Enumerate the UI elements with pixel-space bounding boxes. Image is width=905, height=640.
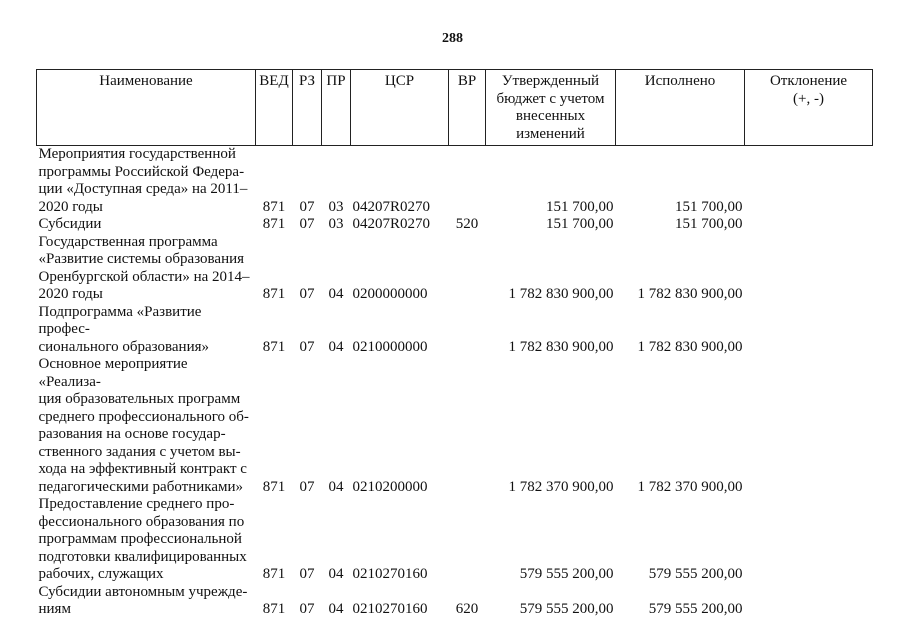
cell-executed: 579 555 200,00 — [648, 566, 743, 582]
header-approved-line: бюджет с учетом — [496, 90, 605, 107]
header-approved-line: внесенных — [515, 108, 586, 124]
cell-rz: 07 — [299, 338, 315, 355]
cell-vr: 520 — [455, 216, 479, 232]
header-deviation-line: (+, -) — [793, 90, 824, 107]
name-line: 2020 годы — [38, 198, 103, 215]
cell-approved: 151 700,00 — [546, 198, 614, 215]
cell-pr: 03 — [328, 198, 344, 215]
name-line: Основное мероприятие «Реализа- — [38, 356, 188, 390]
cell-pr: 03 — [328, 216, 344, 232]
cell-csr: 0210000000 — [352, 338, 428, 355]
name-line: педагогическими работниками» — [38, 478, 243, 495]
cell-ved: 871 — [262, 566, 286, 582]
cell-name — [37, 304, 256, 357]
cell-rz: 07 — [299, 478, 315, 495]
table-row — [37, 304, 873, 357]
cell-ved: 871 — [262, 216, 286, 232]
cell-vr — [449, 234, 486, 304]
name-line: Субсидии — [38, 216, 102, 232]
name-line: Субсидии автономным учрежде- — [38, 583, 248, 600]
name-line: Оренбургской области» на 2014– — [38, 268, 250, 285]
table-row — [37, 146, 873, 217]
header-vr: ВР — [449, 70, 486, 146]
cell-vr: 620 — [455, 601, 479, 617]
header-approved — [486, 70, 616, 146]
cell-deviation — [745, 584, 873, 619]
cell-name — [37, 584, 256, 619]
name-line: среднего профессионального об- — [38, 408, 249, 425]
cell-executed: 1 782 370 900,00 — [637, 478, 743, 495]
cell-ved: 871 — [262, 198, 286, 215]
cell-csr: 0200000000 — [352, 286, 428, 302]
name-line: Подпрограмма «Развитие профес- — [38, 303, 202, 337]
name-line: подготовки квалифицированных — [38, 548, 247, 565]
cell-deviation — [745, 304, 873, 357]
name-line: рабочих, служащих — [38, 566, 164, 582]
cell-executed: 579 555 200,00 — [648, 601, 743, 617]
cell-name — [37, 146, 256, 217]
cell-approved: 579 555 200,00 — [519, 566, 614, 582]
cell-deviation — [745, 146, 873, 217]
cell-rz: 07 — [299, 286, 315, 302]
table-row — [37, 356, 873, 496]
header-csr: ЦСР — [351, 70, 449, 146]
header-name: Наименование — [37, 70, 256, 146]
name-line: программам профессиональной — [38, 531, 242, 547]
cell-approved: 1 782 830 900,00 — [508, 338, 614, 355]
name-line: ция образовательных программ — [38, 391, 241, 407]
cell-pr: 04 — [328, 478, 344, 495]
header-deviation — [745, 70, 873, 146]
table-row — [37, 496, 873, 584]
cell-pr: 04 — [328, 338, 344, 355]
name-line: ниям — [38, 601, 71, 617]
cell-ved: 871 — [262, 478, 286, 495]
cell-executed: 1 782 830 900,00 — [637, 286, 743, 302]
cell-vr — [449, 496, 486, 584]
table-row — [37, 216, 873, 234]
name-line: ции «Доступная среда» на 2011– — [38, 181, 248, 197]
cell-name — [37, 234, 256, 304]
table-header-row — [37, 70, 873, 146]
name-line: фессионального образования по — [38, 513, 245, 530]
cell-executed: 151 700,00 — [675, 198, 743, 215]
cell-csr: 0210200000 — [352, 478, 428, 495]
cell-csr: 0210270160 — [352, 566, 428, 582]
cell-rz: 07 — [299, 198, 315, 215]
cell-vr — [449, 304, 486, 357]
cell-executed: 1 782 830 900,00 — [637, 338, 743, 355]
cell-ved: 871 — [262, 601, 286, 617]
cell-approved: 1 782 830 900,00 — [508, 286, 614, 302]
cell-rz: 07 — [299, 566, 315, 582]
header-ved: ВЕД — [256, 70, 293, 146]
cell-executed: 151 700,00 — [675, 216, 743, 232]
table-row — [37, 584, 873, 619]
header-approved-line: изменений — [516, 125, 585, 142]
cell-approved: 579 555 200,00 — [519, 601, 614, 617]
table-row — [37, 234, 873, 304]
budget-table — [36, 69, 873, 619]
header-approved-line: Утвержденный — [501, 73, 600, 89]
cell-rz: 07 — [299, 216, 315, 232]
name-line: Предоставление среднего про- — [38, 496, 235, 512]
cell-csr: 0210270160 — [352, 601, 428, 617]
page-number: 288 — [442, 31, 463, 46]
name-line: хода на эффективный контракт с — [38, 461, 247, 477]
cell-rz: 07 — [299, 601, 315, 617]
cell-csr: 04207R0270 — [352, 198, 431, 215]
cell-ved: 871 — [262, 286, 286, 302]
cell-csr: 04207R0270 — [352, 216, 431, 232]
cell-pr: 04 — [328, 566, 344, 582]
table-body — [37, 146, 873, 619]
header-rz: РЗ — [293, 70, 322, 146]
cell-pr: 04 — [328, 601, 344, 617]
cell-ved: 871 — [262, 338, 286, 355]
cell-vr — [449, 146, 486, 217]
name-line: «Развитие системы образования — [38, 251, 245, 267]
name-line: Государственная программа — [38, 233, 218, 250]
cell-approved: 151 700,00 — [546, 216, 614, 232]
cell-deviation — [745, 216, 873, 234]
cell-pr: 04 — [328, 286, 344, 302]
cell-name — [37, 216, 256, 234]
cell-deviation — [745, 496, 873, 584]
name-line: ственного задания с учетом вы- — [38, 443, 241, 460]
name-line: Мероприятия государственной — [38, 146, 236, 162]
header-pr: ПР — [322, 70, 351, 146]
header-executed: Исполнено — [616, 70, 745, 146]
name-line: разования на основе государ- — [38, 426, 226, 442]
cell-deviation — [745, 356, 873, 496]
name-line: программы Российской Федера- — [38, 163, 245, 180]
cell-name — [37, 356, 256, 496]
name-line: сионального образования» — [38, 338, 210, 355]
cell-name — [37, 496, 256, 584]
name-line: 2020 годы — [38, 286, 103, 302]
cell-vr — [449, 356, 486, 496]
cell-deviation — [745, 234, 873, 304]
cell-approved: 1 782 370 900,00 — [508, 478, 614, 495]
header-deviation-line: Отклонение — [769, 73, 848, 89]
